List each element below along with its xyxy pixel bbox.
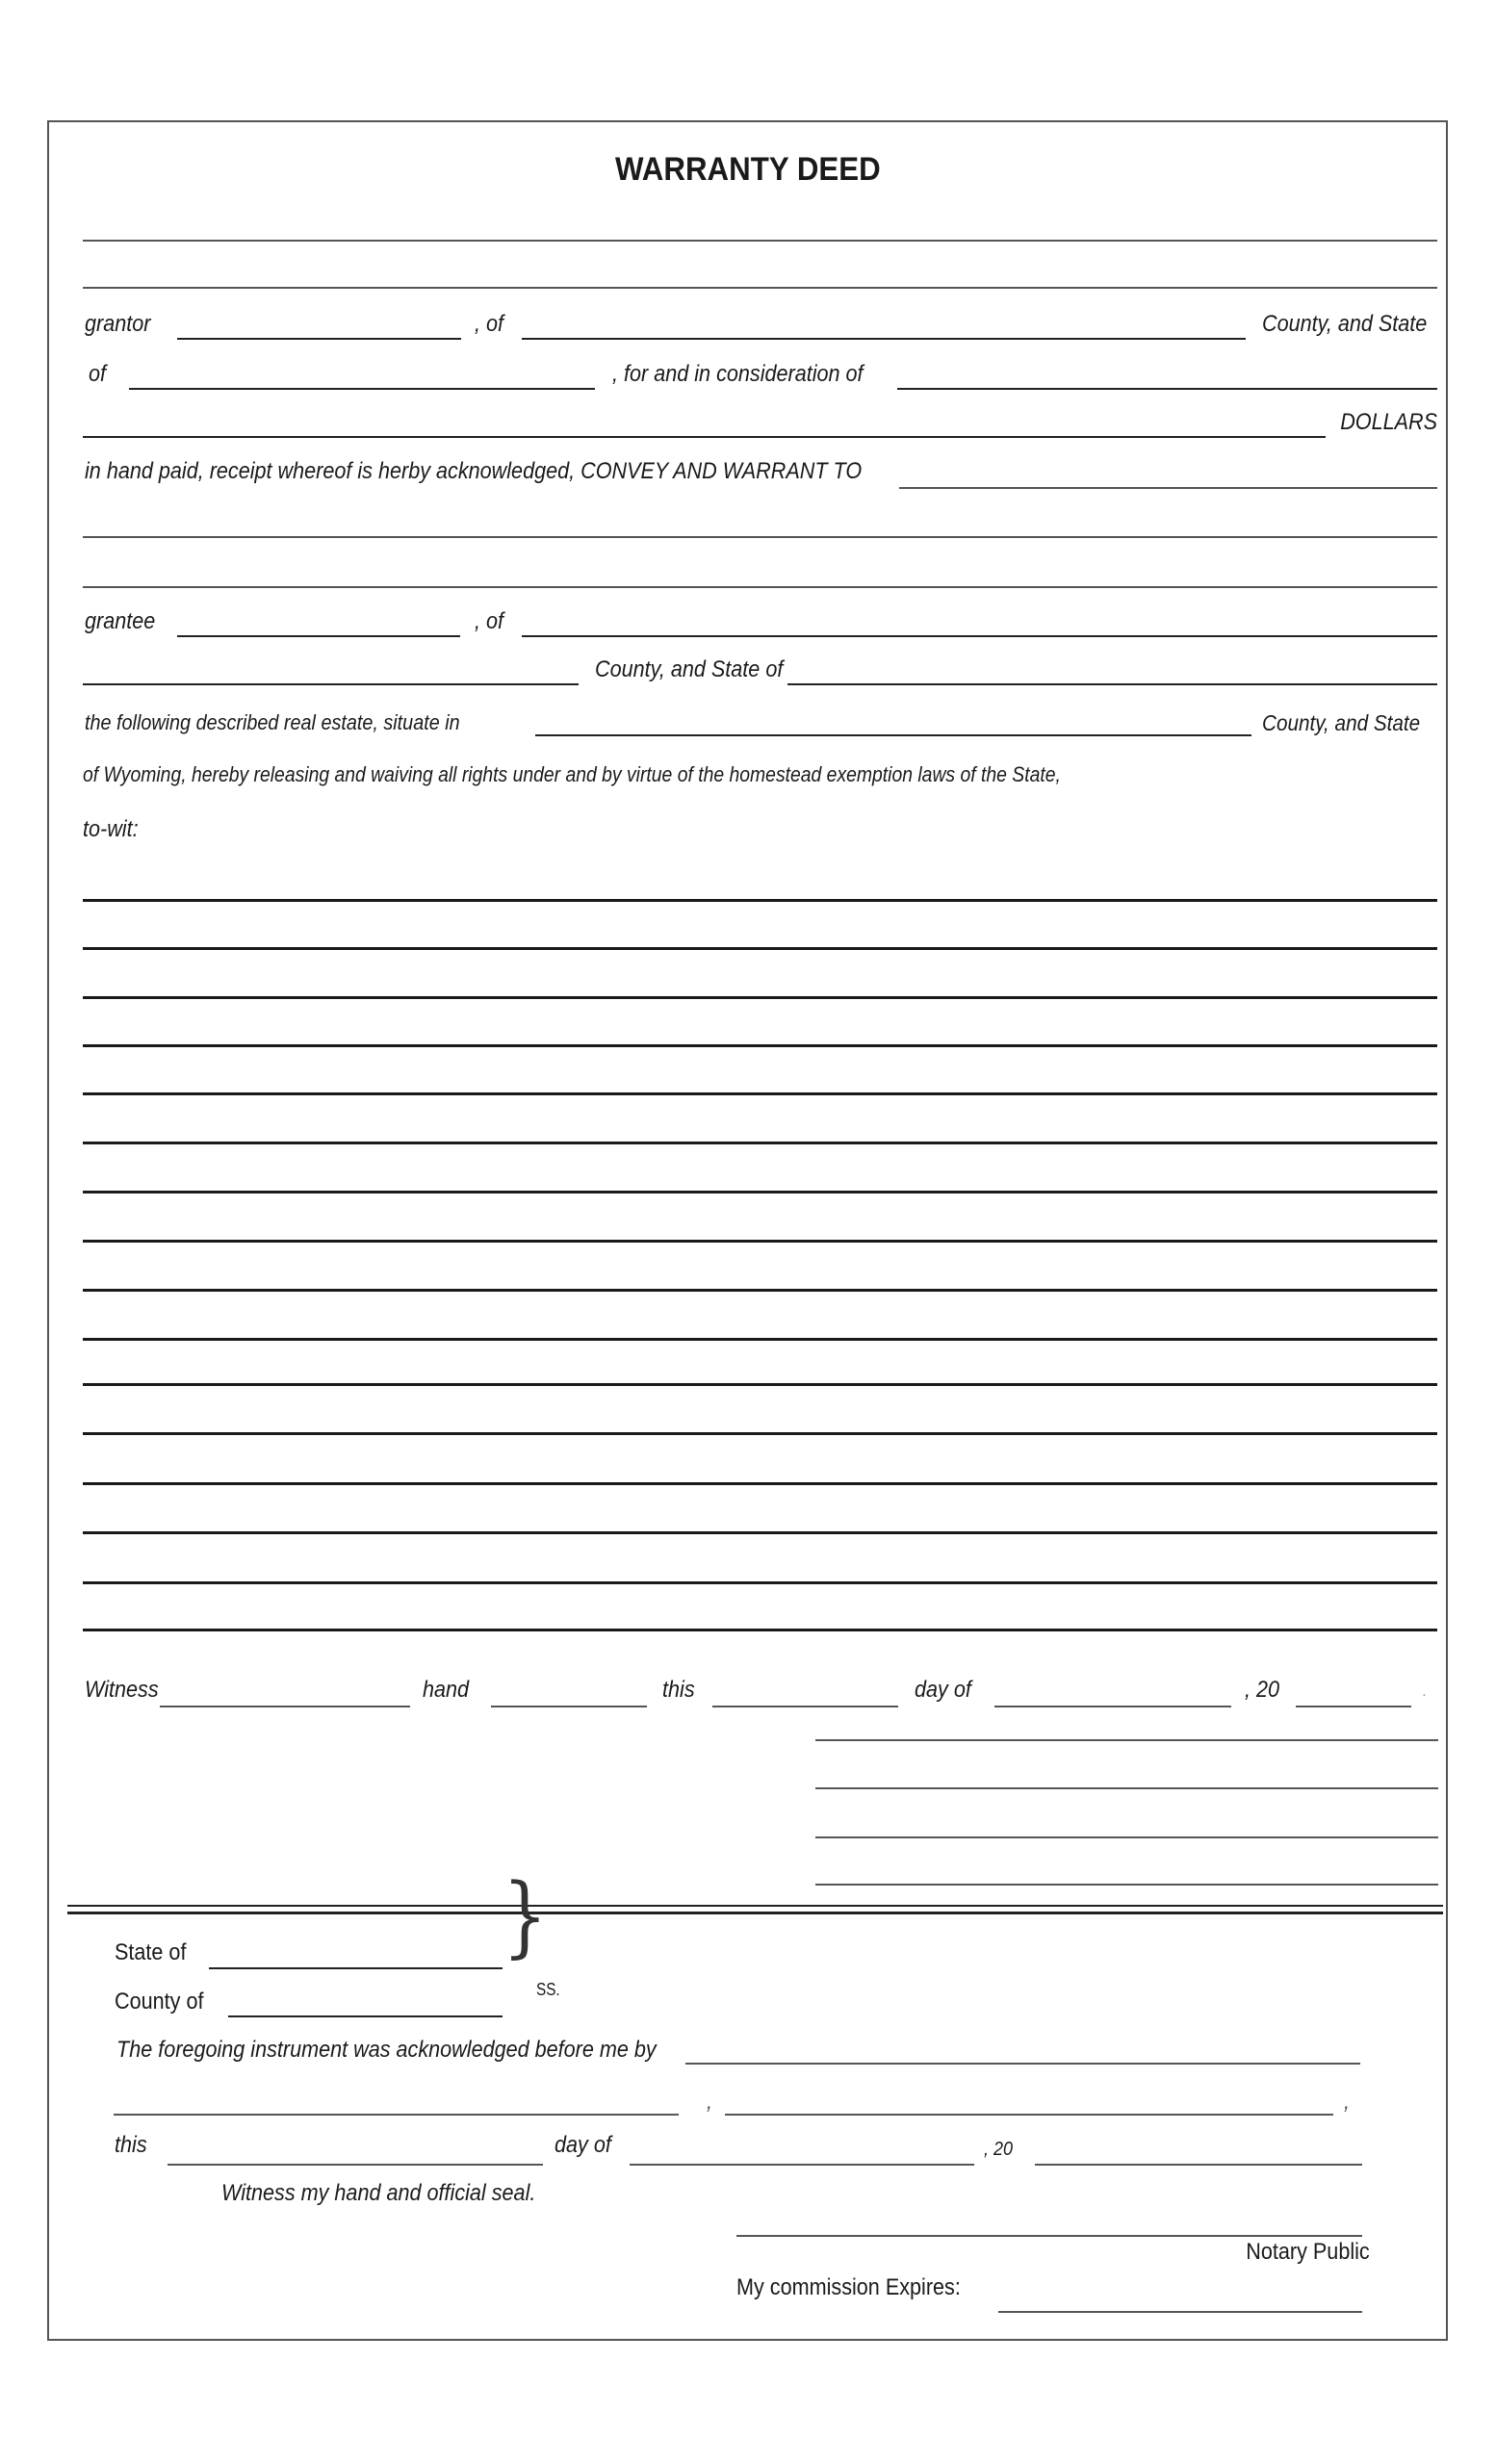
grantee-label: grantee (85, 608, 156, 634)
grantor-label: grantor (85, 311, 151, 337)
notary-day-of-label: day of (555, 2132, 611, 2158)
witness-month-field[interactable] (994, 1706, 1231, 1707)
page-border (47, 120, 1448, 2341)
legal-description-line[interactable] (83, 1044, 1437, 1047)
notary-state-field[interactable] (209, 1967, 503, 1969)
blank-line-top-2[interactable] (83, 287, 1437, 289)
ss-label: SS. (536, 1980, 560, 1999)
notary-year-field[interactable] (1035, 2164, 1362, 2166)
witness-year-field[interactable] (1296, 1706, 1411, 1707)
comma-2: , (1344, 2089, 1351, 2115)
blank-line-top-1[interactable] (83, 240, 1437, 242)
county-of-label: County of (115, 1989, 204, 2015)
notary-county-field[interactable] (228, 2015, 503, 2017)
property-county-state-label: County, and State (1262, 710, 1421, 735)
legal-description-line[interactable] (83, 1289, 1437, 1292)
grantee-county-state-of-label: County, and State of (595, 656, 784, 682)
hand-label: hand (423, 1677, 470, 1703)
notary-day-field[interactable] (168, 2164, 543, 2166)
grantor-residence-field[interactable] (522, 338, 1246, 340)
legal-description-line[interactable] (83, 1383, 1437, 1386)
right-brace-icon: } (502, 1864, 548, 1967)
witness-period: . (1423, 1683, 1428, 1700)
witness-label: Witness (85, 1677, 159, 1703)
witness-year-prefix: , 20 (1245, 1677, 1280, 1703)
convey-warrant-text: in hand paid, receipt whereof is herby acknowledged, CONVEY AND WARRANT TO (85, 458, 863, 484)
grantee-state-field[interactable] (787, 683, 1437, 685)
acknowledged-name-field-1[interactable] (114, 2114, 679, 2116)
separator-rule-bottom (67, 1912, 1443, 1914)
notary-this-label: this (115, 2132, 147, 2158)
legal-description-line[interactable] (83, 899, 1437, 902)
grantee-name-field[interactable] (177, 635, 460, 637)
witness-this-label: this (662, 1677, 695, 1703)
witness-seal-text: Witness my hand and official seal. (221, 2180, 536, 2206)
legal-description-line[interactable] (83, 996, 1437, 999)
notary-year-prefix: , 20 (984, 2139, 1014, 2160)
legal-description-line[interactable] (83, 1531, 1437, 1534)
dollars-amount-field[interactable] (83, 436, 1326, 438)
legal-description-line[interactable] (83, 947, 1437, 950)
commission-expires-field[interactable] (998, 2311, 1362, 2313)
witness-day-field[interactable] (712, 1706, 898, 1707)
of-label: of (89, 361, 107, 387)
commission-expires-label: My commission Expires: (736, 2274, 961, 2300)
legal-description-line[interactable] (83, 1092, 1437, 1095)
witness-hand-field[interactable] (491, 1706, 647, 1707)
acknowledged-name-field-2[interactable] (725, 2114, 1333, 2116)
acknowledged-by-field[interactable] (685, 2063, 1360, 2065)
grantee-county-field[interactable] (83, 683, 579, 685)
notary-month-field[interactable] (630, 2164, 974, 2166)
state-of-label: State of (115, 1939, 187, 1965)
legal-description-line[interactable] (83, 1432, 1437, 1435)
signature-line[interactable] (815, 1739, 1438, 1741)
grantee-blank-line-1[interactable] (83, 536, 1437, 538)
signature-line[interactable] (815, 1836, 1438, 1838)
witness-name-field[interactable] (160, 1706, 410, 1707)
legal-description-line[interactable] (83, 1581, 1437, 1584)
signature-line[interactable] (815, 1884, 1438, 1886)
grantor-county-state-label: County, and State (1262, 311, 1428, 337)
grantee-name-field-1[interactable] (899, 487, 1437, 489)
legal-description-line[interactable] (83, 1191, 1437, 1194)
consideration-amount-field[interactable] (897, 388, 1437, 390)
witness-day-of-label: day of (915, 1677, 971, 1703)
legal-description-line[interactable] (83, 1240, 1437, 1243)
grantor-of-label: , of (475, 311, 504, 337)
legal-description-line[interactable] (83, 1629, 1437, 1631)
property-county-field[interactable] (535, 734, 1251, 736)
grantee-residence-field[interactable] (522, 635, 1437, 637)
homestead-waiver-text: of Wyoming, hereby releasing and waiving all rights under and by virtue of the homestead exemption laws of the State, (83, 762, 1061, 786)
legal-description-line[interactable] (83, 1482, 1437, 1485)
legal-description-line[interactable] (83, 1142, 1437, 1144)
grantee-of-label: , of (475, 608, 504, 634)
separator-rule-top (67, 1905, 1443, 1907)
consideration-label: , for and in consideration of (612, 361, 864, 387)
situate-label: the following described real estate, situate in (85, 710, 460, 734)
document-title-text: WARRANTY DEED (615, 151, 881, 188)
dollars-label: DOLLARS (1340, 409, 1437, 435)
comma-1: , (707, 2089, 713, 2115)
grantor-name-field[interactable] (177, 338, 461, 340)
signature-line[interactable] (815, 1787, 1438, 1789)
notary-public-label: Notary Public (1246, 2239, 1370, 2265)
grantor-state-field[interactable] (129, 388, 595, 390)
notary-signature-field[interactable] (736, 2235, 1362, 2237)
legal-description-line[interactable] (83, 1338, 1437, 1341)
grantee-blank-line-2[interactable] (83, 586, 1437, 588)
to-wit-label: to-wit: (83, 816, 139, 842)
acknowledged-text: The foregoing instrument was acknowledged before me by (116, 2037, 657, 2063)
document-title (0, 151, 1496, 189)
